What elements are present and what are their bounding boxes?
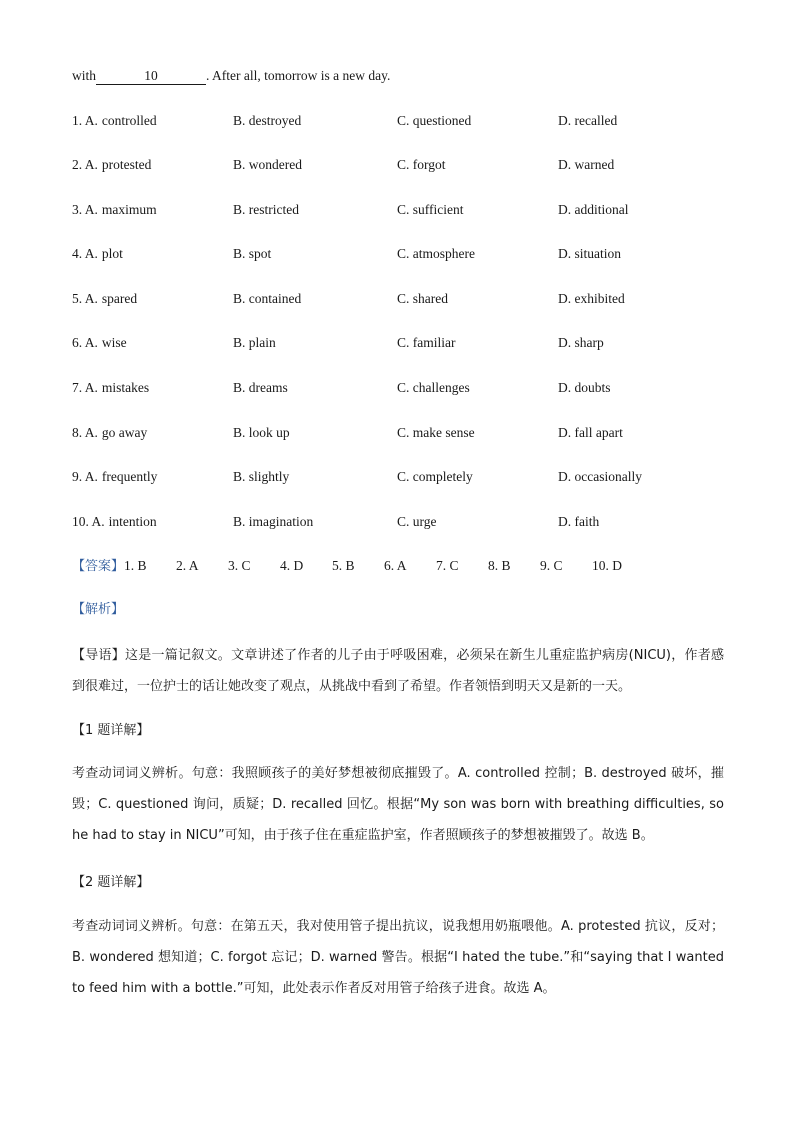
detail-1-title: 【1 题详解】 [72, 723, 150, 738]
option-d: D. situation [558, 246, 621, 261]
answer-row [72, 556, 644, 577]
passage-ending-line [72, 67, 390, 85]
answer-item: 2. A [176, 558, 199, 573]
question-number: 9. A. [72, 469, 98, 484]
question-row [72, 378, 772, 398]
option-b: B. wondered [233, 157, 302, 172]
option-a-text: plot [101, 246, 123, 261]
option-a [72, 200, 157, 220]
option-c: C. familiar [397, 335, 456, 350]
option-a [72, 423, 147, 443]
option-c: C. sufficient [397, 202, 464, 217]
question-number: 5. A. [72, 291, 98, 306]
question-row [72, 333, 772, 353]
option-d: D. doubts [558, 380, 611, 395]
option-a-text: wise [101, 335, 127, 350]
guide-label: 【导语】 [72, 648, 126, 663]
option-c: C. questioned [397, 113, 472, 128]
option-a [72, 111, 157, 131]
answer-item: 3. C [228, 558, 251, 573]
option-c: C. shared [397, 291, 448, 306]
option-a-text: mistakes [101, 380, 150, 395]
option-d: D. exhibited [558, 291, 625, 306]
option-d: D. warned [558, 157, 615, 172]
question-number: 7. A. [72, 380, 98, 395]
option-a [72, 512, 157, 532]
question-number: 6. A. [72, 335, 98, 350]
intro-suffix: . After all, tomorrow is a new day. [206, 68, 391, 83]
option-b: B. dreams [233, 380, 288, 395]
question-number: 1. A. [72, 113, 98, 128]
option-a [72, 155, 151, 175]
option-a [72, 333, 127, 353]
option-a-text: go away [101, 425, 148, 440]
option-c: C. atmosphere [397, 246, 475, 261]
question-row [72, 423, 772, 443]
question-row [72, 467, 772, 487]
option-c: C. completely [397, 469, 473, 484]
answer-item: 9. C [540, 558, 563, 573]
question-row [72, 111, 772, 131]
option-b: B. contained [233, 291, 302, 306]
option-a [72, 289, 137, 309]
option-a-text: protested [101, 157, 152, 172]
question-row [72, 200, 772, 220]
option-b: B. spot [233, 246, 272, 261]
option-b: B. destroyed [233, 113, 302, 128]
option-a-text: intention [108, 514, 157, 529]
blank-10: 10 [96, 68, 206, 85]
option-c: C. challenges [397, 380, 470, 395]
option-a-text: frequently [101, 469, 158, 484]
option-d: D. faith [558, 514, 600, 529]
answer-item: 8. B [488, 558, 511, 573]
guide-paragraph [72, 640, 724, 702]
intro-prefix: with [72, 68, 97, 83]
detail-1-text: 考查动词词义辨析。句意：我照顾孩子的美好梦想被彻底摧毁了。A. controlled 控制；B. destroyed 破坏，摧毁；C. questioned 询问，质疑；D. recalled 回忆。根据“My son was born with breathing difficulties, so he had to stay in NICU”可知，由于孩子住在重症监护室，作者照顾孩子的梦想被摧毁了。故选 B。 [72, 766, 724, 843]
option-a-text: maximum [101, 202, 157, 217]
answer-item: 7. C [436, 558, 459, 573]
option-a [72, 378, 149, 398]
option-a [72, 467, 157, 487]
question-number: 2. A. [72, 157, 98, 172]
option-d: D. additional [558, 202, 629, 217]
option-b: B. imagination [233, 514, 314, 529]
answer-label: 【答案】 [72, 559, 125, 574]
question-row [72, 244, 772, 264]
option-d: D. recalled [558, 113, 618, 128]
option-a-text: spared [101, 291, 138, 306]
option-c: C. make sense [397, 425, 475, 440]
guide-text: 这是一篇记叙文。文章讲述了作者的儿子由于呼吸困难，必须呆在新生儿重症监护病房(NICU)，作者感到很难过，一位护士的话让她改变了观点，从挑战中看到了希望。作者领悟到明天又是新的一天。 [72, 648, 724, 694]
option-b: B. restricted [233, 202, 299, 217]
option-d: D. fall apart [558, 425, 623, 440]
option-c: C. forgot [397, 157, 446, 172]
analysis-heading: 【解析】 [72, 602, 125, 617]
answer-item: 6. A [384, 558, 407, 573]
question-number: 4. A. [72, 246, 98, 261]
answer-item: 5. B [332, 558, 355, 573]
question-row [72, 155, 772, 175]
detail-2-text: 考查动词词义辨析。句意：在第五天，我对使用管子提出抗议，说我想用奶瓶喂他。A. protested 抗议，反对；B. wondered 想知道；C. forgot 忘记；D. warned 警告。根据“I hated the tube.”和“saying that I wanted to feed him with a bottle.”可知，此处表示作者反对用管子给孩子进食。故选 A。 [72, 919, 724, 996]
detail-2-title: 【2 题详解】 [72, 875, 150, 890]
option-a-text: controlled [101, 113, 157, 128]
option-c: C. urge [397, 514, 437, 529]
option-b: B. slightly [233, 469, 290, 484]
option-b: B. plain [233, 335, 276, 350]
answer-item: 10. D [592, 558, 623, 573]
answer-item: 1. B [124, 558, 147, 573]
question-number: 3. A. [72, 202, 98, 217]
answer-item: 4. D [280, 558, 304, 573]
question-row [72, 289, 772, 309]
question-number: 10. A. [72, 514, 105, 529]
option-b: B. look up [233, 425, 290, 440]
option-a [72, 244, 123, 264]
question-number: 8. A. [72, 425, 98, 440]
option-d: D. occasionally [558, 469, 642, 484]
question-row [72, 512, 772, 532]
option-d: D. sharp [558, 335, 604, 350]
answer-items [124, 558, 644, 573]
